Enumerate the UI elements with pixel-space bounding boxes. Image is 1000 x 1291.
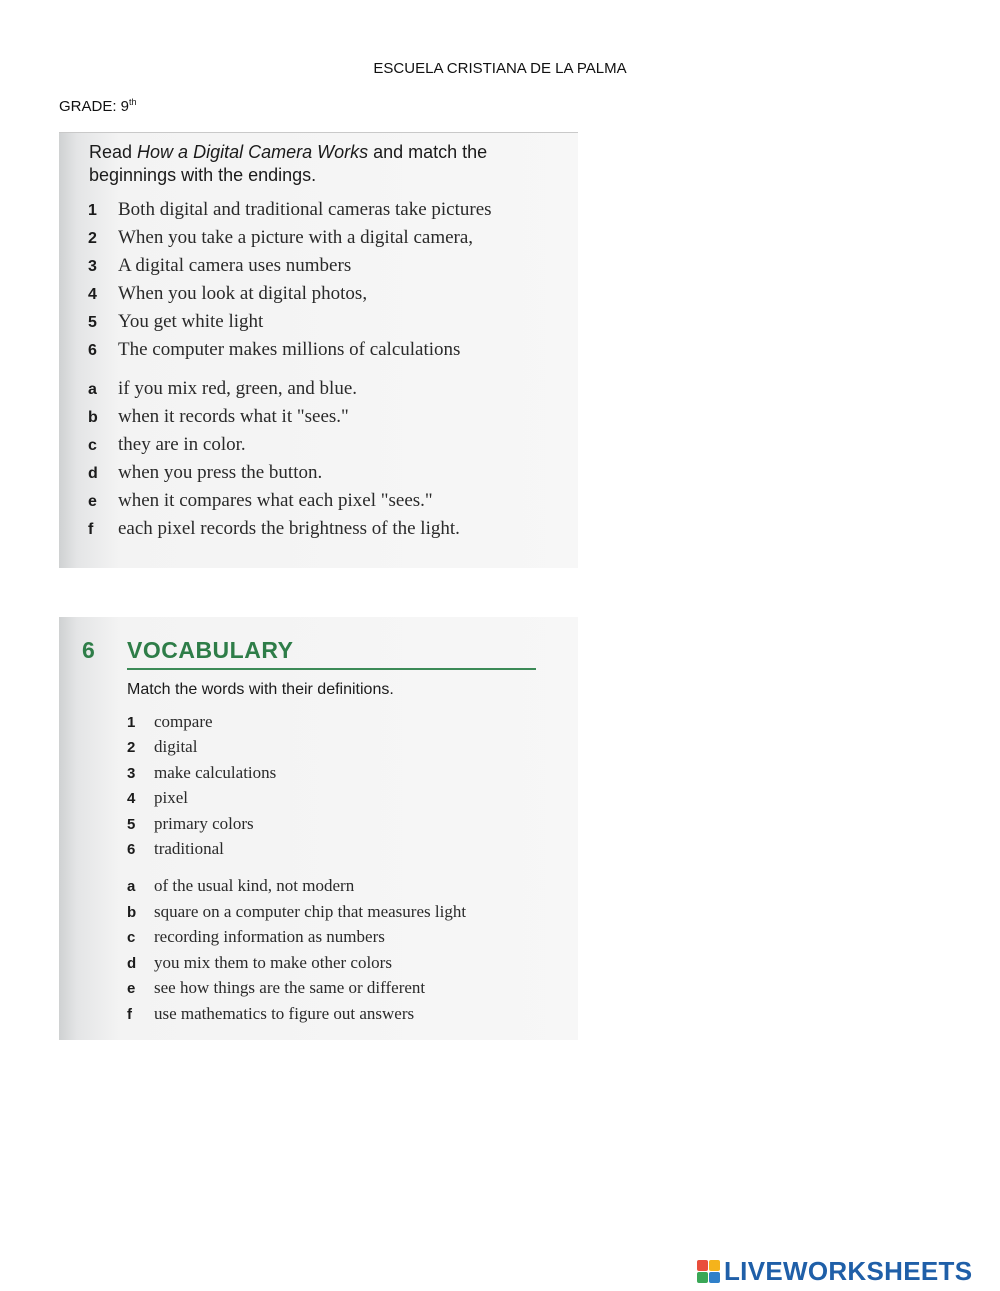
item-text: use mathematics to figure out answers (154, 1004, 415, 1023)
item-text: Both digital and traditional cameras take pictures (118, 199, 492, 220)
item-text: pixel (154, 788, 188, 807)
item-letter: d (88, 465, 98, 482)
item-text: you mix them to make other colors (154, 953, 392, 972)
word-item (127, 788, 188, 808)
beginning-item (88, 199, 492, 221)
word-item (127, 763, 276, 783)
beginning-item (88, 255, 351, 277)
item-text: When you look at digital photos, (118, 283, 368, 304)
instruction-prefix: Read (89, 142, 138, 162)
definition-item (127, 927, 385, 947)
item-letter: e (127, 980, 136, 997)
item-text: square on a computer chip that measures light (154, 902, 467, 921)
ending-item (88, 518, 460, 540)
word-item (127, 839, 224, 859)
ending-item (88, 462, 322, 484)
section-number: 6 (82, 637, 95, 663)
logo-mark-icon (697, 1260, 720, 1283)
item-letter: d (127, 955, 137, 972)
vocabulary-panel (59, 617, 578, 1040)
item-text: when it compares what each pixel "sees." (118, 490, 433, 511)
item-number: 1 (88, 202, 97, 219)
item-number: 3 (127, 765, 136, 782)
definition-item (127, 953, 392, 973)
item-number: 3 (88, 258, 97, 275)
logo-square (709, 1272, 720, 1283)
item-letter: a (127, 878, 136, 895)
ending-item (88, 406, 349, 428)
item-text: primary colors (154, 814, 254, 833)
item-number: 1 (127, 714, 136, 731)
item-number: 4 (127, 790, 136, 807)
definition-item (127, 1004, 414, 1024)
item-letter: b (127, 904, 137, 921)
item-text: when you press the button. (118, 462, 323, 483)
item-text: when it records what it "sees." (118, 406, 349, 427)
item-letter: b (88, 409, 98, 426)
logo-square (697, 1272, 708, 1283)
school-name: ESCUELA CRISTIANA DE LA PALMA (373, 60, 627, 77)
word-item (127, 712, 213, 732)
beginning-item (88, 283, 367, 305)
liveworksheets-logo (697, 1255, 972, 1287)
grade-label (59, 97, 137, 115)
logo-square (709, 1260, 720, 1271)
item-number: 4 (88, 286, 97, 303)
instruction-suffix: and match the beginnings with the endings. (89, 142, 488, 185)
beginning-item (88, 227, 473, 249)
grade-text: GRADE: 9 (59, 98, 130, 115)
item-number: 5 (127, 816, 136, 833)
item-text: digital (154, 737, 198, 756)
item-letter: a (88, 381, 97, 398)
reading-matching-panel (59, 132, 578, 568)
word-item (127, 814, 254, 834)
item-letter: f (127, 1006, 132, 1023)
item-text: compare (154, 712, 213, 731)
item-text: see how things are the same or different (154, 978, 426, 997)
item-text: of the usual kind, not modern (154, 876, 355, 895)
item-number: 6 (127, 841, 136, 858)
logo-text: LIVEWORKSHEETS (724, 1255, 973, 1286)
section-divider (127, 668, 536, 670)
item-letter: c (88, 437, 97, 454)
item-text: recording information as numbers (154, 927, 385, 946)
logo-square (697, 1260, 708, 1271)
beginning-item (88, 339, 460, 361)
definition-item (127, 876, 354, 896)
item-number: 2 (127, 739, 136, 756)
item-text: The computer makes millions of calculations (118, 339, 461, 360)
item-text: A digital camera uses numbers (118, 255, 352, 276)
word-item (127, 737, 197, 757)
vocabulary-instruction: Match the words with their definitions. (127, 681, 394, 698)
item-text: each pixel records the brightness of the light. (118, 518, 460, 539)
ending-item (88, 490, 433, 512)
definition-item (127, 902, 466, 922)
ending-item (88, 378, 357, 400)
reading-title: How a Digital Camera Works (137, 142, 369, 162)
grade-superscript: th (129, 97, 137, 107)
item-text: You get white light (118, 311, 264, 332)
item-text: make calculations (154, 763, 277, 782)
item-text: they are in color. (118, 434, 246, 455)
item-text: When you take a picture with a digital camera, (118, 227, 474, 248)
exercise-instruction (89, 141, 549, 187)
definition-item (127, 978, 425, 998)
beginning-item (88, 311, 263, 333)
item-text: traditional (154, 839, 224, 858)
section-title: VOCABULARY (127, 637, 294, 663)
item-letter: f (88, 521, 94, 538)
item-number: 2 (88, 230, 97, 247)
item-text: if you mix red, green, and blue. (118, 378, 358, 399)
item-letter: c (127, 929, 136, 946)
ending-item (88, 434, 246, 456)
item-number: 5 (88, 314, 97, 331)
item-letter: e (88, 493, 97, 510)
item-number: 6 (88, 342, 97, 359)
